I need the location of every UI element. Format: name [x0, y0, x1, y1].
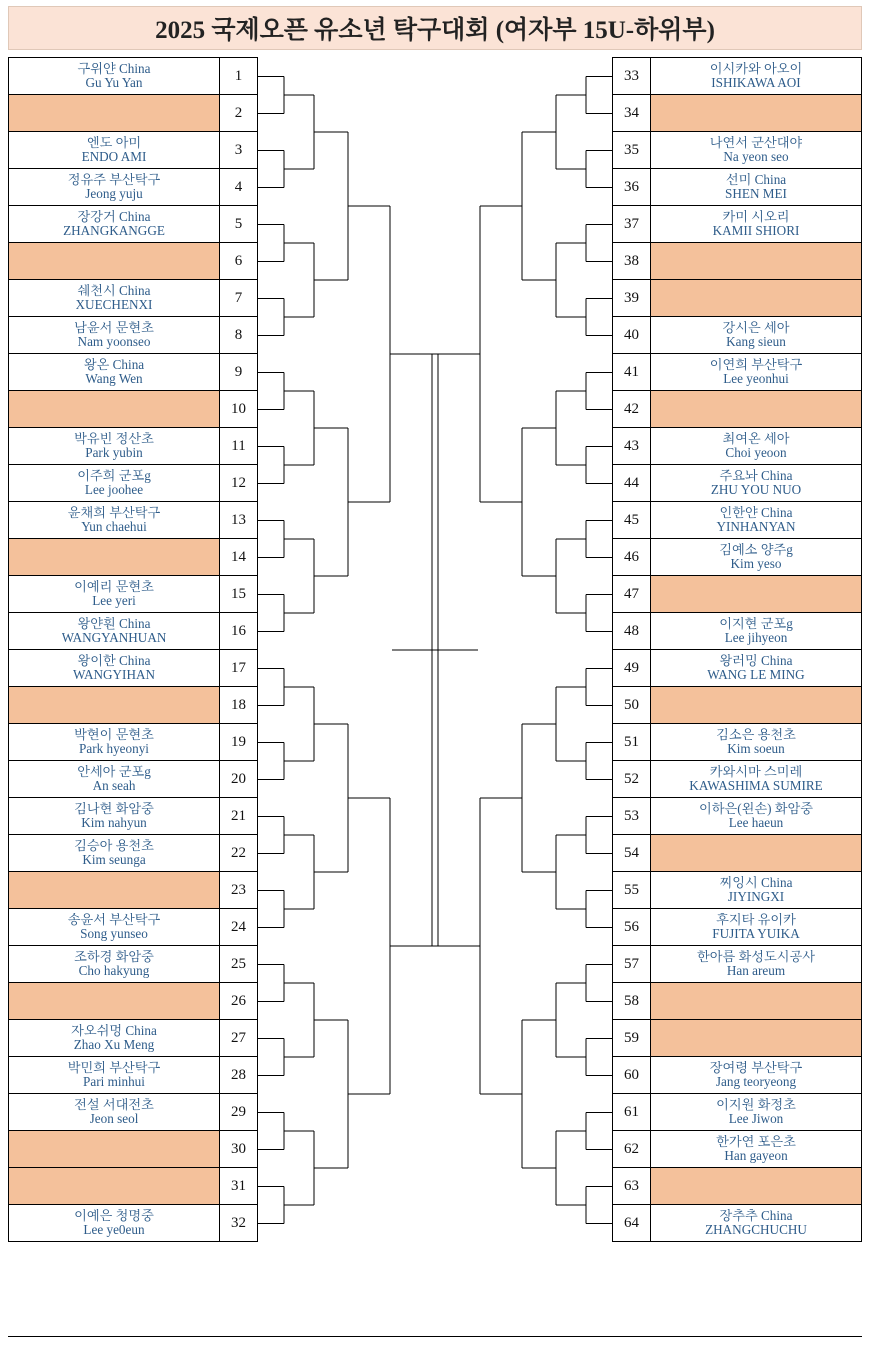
- bracket-slot[interactable]: [612, 427, 862, 465]
- bracket-slot[interactable]: [612, 649, 862, 687]
- player-name-latin: SHEN MEI: [725, 187, 787, 201]
- bracket-slot[interactable]: [8, 131, 258, 169]
- seed-number: 40: [613, 317, 651, 353]
- bracket-slot[interactable]: [8, 760, 258, 798]
- seed-number: 21: [219, 798, 257, 834]
- player-name-latin: Han gayeon: [724, 1149, 788, 1163]
- player-name-latin: Yun chaehui: [81, 520, 147, 534]
- player-name-cell: [9, 280, 219, 316]
- bracket-slot[interactable]: [612, 205, 862, 243]
- player-name-korean: 카미 시오리: [722, 210, 790, 224]
- player-name-cell: [9, 391, 219, 427]
- player-name-latin: Kim seunga: [82, 853, 146, 867]
- player-name-korean: 이지현 군포g: [719, 617, 793, 631]
- player-name-cell: [9, 539, 219, 575]
- seed-number: 55: [613, 872, 651, 908]
- player-name-korean: 윤채희 부산탁구: [67, 506, 161, 520]
- player-name-cell: [9, 1020, 219, 1056]
- bracket-slot[interactable]: [612, 1019, 862, 1057]
- player-name-cell: [651, 1205, 861, 1241]
- player-name-cell: [651, 132, 861, 168]
- player-name-korean: 카와시마 스미레: [709, 765, 803, 779]
- seed-number: 23: [219, 872, 257, 908]
- player-name-latin: YINHANYAN: [716, 520, 796, 534]
- player-name-korean: 주요놔 China: [719, 469, 793, 483]
- player-name-cell: [651, 576, 861, 612]
- bracket-slot[interactable]: [612, 1130, 862, 1168]
- player-name-korean: 왕이한 China: [77, 654, 151, 668]
- bracket-slot[interactable]: [612, 982, 862, 1020]
- player-name-cell: [9, 428, 219, 464]
- bracket-slot[interactable]: [8, 1204, 258, 1242]
- seed-number: 16: [219, 613, 257, 649]
- bracket-slot[interactable]: [8, 279, 258, 317]
- player-name-korean: 김승아 용천초: [74, 839, 154, 853]
- player-name-cell: [9, 502, 219, 538]
- player-name-cell: [651, 835, 861, 871]
- player-name-korean: 왕러밍 China: [719, 654, 793, 668]
- player-name-korean: 최여온 세아: [722, 432, 790, 446]
- player-name-korean: 이하은(왼손) 화암중: [699, 802, 813, 816]
- seed-number: 42: [613, 391, 651, 427]
- bracket-slot[interactable]: [612, 575, 862, 613]
- seed-number: 46: [613, 539, 651, 575]
- seed-number: 44: [613, 465, 651, 501]
- bracket-slot[interactable]: [8, 575, 258, 613]
- player-name-cell: [9, 354, 219, 390]
- seed-number: 28: [219, 1057, 257, 1093]
- player-name-cell: [651, 909, 861, 945]
- player-name-latin: Han areum: [726, 964, 786, 978]
- seed-number: 45: [613, 502, 651, 538]
- seed-number: 14: [219, 539, 257, 575]
- player-name-cell: [9, 946, 219, 982]
- bracket-slot[interactable]: [8, 649, 258, 687]
- player-name-cell: [651, 502, 861, 538]
- player-name-latin: Kim nahyun: [81, 816, 147, 830]
- player-name-cell: [651, 613, 861, 649]
- player-name-korean: 나연서 군산대야: [709, 136, 803, 150]
- player-name-korean: 정유주 부산탁구: [67, 173, 161, 187]
- player-name-cell: [651, 317, 861, 353]
- bracket-slot[interactable]: [612, 945, 862, 983]
- bracket-slot[interactable]: [612, 612, 862, 650]
- player-name-korean: 이연희 부산탁구: [709, 358, 803, 372]
- player-name-cell: [651, 724, 861, 760]
- bracket-slot[interactable]: [612, 723, 862, 761]
- bracket-slot[interactable]: [612, 242, 862, 280]
- player-name-korean: 인한얀 China: [719, 506, 793, 520]
- player-name-latin: ISHIKAWA AOI: [711, 76, 801, 90]
- bracket-slot[interactable]: [612, 94, 862, 132]
- tournament-bracket: [8, 58, 862, 1338]
- player-name-korean: 장강거 China: [77, 210, 151, 224]
- seed-number: 38: [613, 243, 651, 279]
- player-name-latin: WANGYANHUAN: [61, 631, 167, 645]
- player-name-korean: 이예리 문현초: [74, 580, 154, 594]
- player-name-korean: 송윤서 부산탁구: [67, 913, 161, 927]
- seed-number: 36: [613, 169, 651, 205]
- bracket-slot[interactable]: [8, 353, 258, 391]
- bracket-slot[interactable]: [612, 686, 862, 724]
- player-name-cell: [651, 1168, 861, 1204]
- seed-number: 56: [613, 909, 651, 945]
- bracket-slot[interactable]: [8, 538, 258, 576]
- bracket-slot[interactable]: [8, 1019, 258, 1057]
- player-name-latin: Kim yeso: [730, 557, 782, 571]
- seed-number: 10: [219, 391, 257, 427]
- bracket-slot[interactable]: [612, 1056, 862, 1094]
- player-name-korean: 전설 서대전초: [74, 1098, 154, 1112]
- player-name-cell: [651, 946, 861, 982]
- player-name-korean: 이주희 군포g: [77, 469, 151, 483]
- player-name-latin: Kang sieun: [726, 335, 786, 349]
- bracket-slot[interactable]: [8, 316, 258, 354]
- seed-number: 61: [613, 1094, 651, 1130]
- bracket-slot[interactable]: [612, 57, 862, 95]
- player-name-latin: Lee joohee: [84, 483, 144, 497]
- seed-number: 50: [613, 687, 651, 723]
- player-name-cell: [651, 798, 861, 834]
- player-name-korean: 이시카와 아오이: [709, 62, 803, 76]
- player-name-latin: ENDO AMI: [81, 150, 147, 164]
- seed-number: 37: [613, 206, 651, 242]
- seed-number: 3: [219, 132, 257, 168]
- player-name-latin: Park hyeonyi: [79, 742, 149, 756]
- player-name-cell: [9, 465, 219, 501]
- bracket-slot[interactable]: [612, 538, 862, 576]
- player-name-cell: [9, 761, 219, 797]
- player-name-latin: Wang Wen: [85, 372, 143, 386]
- bracket-slot[interactable]: [8, 205, 258, 243]
- bracket-slot[interactable]: [8, 168, 258, 206]
- player-name-cell: [9, 724, 219, 760]
- player-name-cell: [9, 132, 219, 168]
- player-name-cell: [9, 835, 219, 871]
- player-name-cell: [9, 1094, 219, 1130]
- player-name-cell: [9, 95, 219, 131]
- seed-number: 25: [219, 946, 257, 982]
- bracket-slot[interactable]: [8, 1056, 258, 1094]
- player-name-latin: KAWASHIMA SUMIRE: [689, 779, 823, 793]
- seed-number: 60: [613, 1057, 651, 1093]
- seed-number: 18: [219, 687, 257, 723]
- player-name-korean: 엔도 아미: [86, 136, 142, 150]
- player-name-korean: 찌잉시 China: [719, 876, 793, 890]
- seed-number: 57: [613, 946, 651, 982]
- player-name-latin: Zhao Xu Meng: [73, 1038, 155, 1052]
- bracket-slot[interactable]: [612, 834, 862, 872]
- seed-number: 41: [613, 354, 651, 390]
- bracket-slot[interactable]: [8, 1093, 258, 1131]
- bracket-slot[interactable]: [612, 464, 862, 502]
- seed-number: 22: [219, 835, 257, 871]
- player-name-cell: [9, 650, 219, 686]
- bracket-slot[interactable]: [8, 945, 258, 983]
- seed-number: 34: [613, 95, 651, 131]
- bracket-slot[interactable]: [8, 1130, 258, 1168]
- seed-number: 35: [613, 132, 651, 168]
- seed-number: 29: [219, 1094, 257, 1130]
- seed-number: 7: [219, 280, 257, 316]
- player-name-cell: [9, 983, 219, 1019]
- player-name-latin: Song yunseo: [80, 927, 148, 941]
- player-name-korean: 이지원 화정초: [716, 1098, 796, 1112]
- seed-number: 6: [219, 243, 257, 279]
- player-name-cell: [651, 1057, 861, 1093]
- seed-number: 13: [219, 502, 257, 538]
- player-name-korean: 장여령 부산탁구: [709, 1061, 803, 1075]
- bracket-slot[interactable]: [612, 797, 862, 835]
- player-name-korean: 장추추 China: [719, 1209, 793, 1223]
- seed-number: 47: [613, 576, 651, 612]
- player-name-cell: [651, 761, 861, 797]
- bracket-slot[interactable]: [612, 908, 862, 946]
- player-name-korean: 한가연 포은초: [716, 1135, 796, 1149]
- player-name-latin: ZHU YOU NUO: [710, 483, 802, 497]
- player-name-cell: [651, 58, 861, 94]
- player-name-cell: [9, 1205, 219, 1241]
- player-name-latin: Lee yeri: [92, 594, 136, 608]
- player-name-latin: Gu Yu Yan: [85, 76, 143, 90]
- player-name-cell: [651, 1131, 861, 1167]
- player-name-korean: 박유빈 정산초: [74, 432, 154, 446]
- player-name-latin: WANGYIHAN: [72, 668, 156, 682]
- player-name-cell: [651, 539, 861, 575]
- bracket-slot[interactable]: [612, 131, 862, 169]
- player-name-cell: [9, 1057, 219, 1093]
- seed-number: 31: [219, 1168, 257, 1204]
- player-name-latin: Nam yoonseo: [77, 335, 151, 349]
- bracket-slot[interactable]: [8, 464, 258, 502]
- bracket-slot[interactable]: [612, 871, 862, 909]
- seed-number: 30: [219, 1131, 257, 1167]
- player-name-latin: JIYINGXI: [727, 890, 785, 904]
- player-name-latin: Lee Jiwon: [728, 1112, 784, 1126]
- seed-number: 26: [219, 983, 257, 1019]
- seed-number: 9: [219, 354, 257, 390]
- player-name-cell: [9, 206, 219, 242]
- player-name-latin: Na yeon seo: [723, 150, 789, 164]
- player-name-cell: [651, 428, 861, 464]
- player-name-latin: Jang teoryeong: [715, 1075, 797, 1089]
- player-name-korean: 왕온 China: [83, 358, 145, 372]
- player-name-cell: [9, 613, 219, 649]
- bracket-slot[interactable]: [8, 723, 258, 761]
- player-name-cell: [9, 1168, 219, 1204]
- player-name-cell: [651, 280, 861, 316]
- player-name-latin: Jeong yuju: [85, 187, 143, 201]
- player-name-korean: 선미 China: [725, 173, 787, 187]
- player-name-cell: [9, 872, 219, 908]
- seed-number: 59: [613, 1020, 651, 1056]
- bracket-slot[interactable]: [612, 501, 862, 539]
- player-name-latin: Pari minhui: [83, 1075, 145, 1089]
- player-name-cell: [651, 206, 861, 242]
- seed-number: 11: [219, 428, 257, 464]
- seed-number: 33: [613, 58, 651, 94]
- player-name-latin: Lee jihyeon: [724, 631, 788, 645]
- seed-number: 39: [613, 280, 651, 316]
- player-name-latin: Kim soeun: [727, 742, 785, 756]
- player-name-cell: [651, 687, 861, 723]
- seed-number: 12: [219, 465, 257, 501]
- bracket-slot[interactable]: [8, 427, 258, 465]
- player-name-cell: [9, 58, 219, 94]
- player-name-cell: [651, 872, 861, 908]
- player-name-latin: Jeon seol: [89, 1112, 139, 1126]
- player-name-latin: Park yubin: [85, 446, 143, 460]
- seed-number: 54: [613, 835, 651, 871]
- seed-number: 63: [613, 1168, 651, 1204]
- player-name-cell: [9, 1131, 219, 1167]
- bracket-slot[interactable]: [8, 1167, 258, 1205]
- bracket-slot[interactable]: [8, 57, 258, 95]
- bracket-slot[interactable]: [8, 501, 258, 539]
- seed-number: 15: [219, 576, 257, 612]
- bracket-slot[interactable]: [8, 982, 258, 1020]
- bracket-slot[interactable]: [612, 760, 862, 798]
- player-name-latin: Lee haeun: [728, 816, 784, 830]
- player-name-korean: 김예소 양주g: [719, 543, 793, 557]
- player-name-cell: [9, 243, 219, 279]
- player-name-latin: WANG LE MING: [707, 668, 805, 682]
- bracket-slot[interactable]: [8, 871, 258, 909]
- bracket-left-column: [8, 58, 258, 1242]
- player-name-korean: 자오쉬멍 China: [71, 1024, 157, 1038]
- bracket-slot[interactable]: [8, 908, 258, 946]
- seed-number: 1: [219, 58, 257, 94]
- seed-number: 43: [613, 428, 651, 464]
- seed-number: 19: [219, 724, 257, 760]
- bracket-slot[interactable]: [612, 353, 862, 391]
- bracket-slot[interactable]: [8, 94, 258, 132]
- player-name-latin: Choi yeoon: [725, 446, 787, 460]
- seed-number: 17: [219, 650, 257, 686]
- player-name-cell: [651, 1094, 861, 1130]
- bracket-slot[interactable]: [612, 1093, 862, 1131]
- seed-number: 48: [613, 613, 651, 649]
- player-name-latin: ZHANGCHUCHU: [705, 1223, 807, 1237]
- player-name-cell: [651, 354, 861, 390]
- seed-number: 8: [219, 317, 257, 353]
- bracket-slot[interactable]: [612, 279, 862, 317]
- player-name-cell: [9, 317, 219, 353]
- player-name-cell: [9, 909, 219, 945]
- bracket-slot[interactable]: [8, 390, 258, 428]
- player-name-cell: [651, 465, 861, 501]
- seed-number: 51: [613, 724, 651, 760]
- bracket-slot[interactable]: [612, 1167, 862, 1205]
- seed-number: 20: [219, 761, 257, 797]
- player-name-korean: 이예은 청명중: [74, 1209, 154, 1223]
- player-name-cell: [651, 243, 861, 279]
- player-name-cell: [651, 983, 861, 1019]
- player-name-latin: XUECHENXI: [75, 298, 153, 312]
- player-name-latin: An seah: [92, 779, 136, 793]
- tournament-title-bar: [8, 6, 862, 50]
- player-name-latin: KAMII SHIORI: [712, 224, 800, 238]
- seed-number: 52: [613, 761, 651, 797]
- bracket-right-column: [612, 58, 862, 1242]
- bracket-slot[interactable]: [612, 1204, 862, 1242]
- seed-number: 24: [219, 909, 257, 945]
- bracket-slot[interactable]: [612, 390, 862, 428]
- player-name-cell: [9, 169, 219, 205]
- player-name-korean: 김나현 화암중: [74, 802, 154, 816]
- player-name-cell: [651, 1020, 861, 1056]
- player-name-latin: ZHANGKANGGE: [63, 224, 165, 238]
- bracket-slot[interactable]: [8, 242, 258, 280]
- player-name-korean: 안세아 군포g: [77, 765, 151, 779]
- bracket-slot[interactable]: [612, 168, 862, 206]
- player-name-korean: 구위얀 China: [77, 62, 151, 76]
- seed-number: 49: [613, 650, 651, 686]
- player-name-korean: 한아름 화성도시공사: [697, 950, 815, 964]
- player-name-korean: 박민희 부산탁구: [67, 1061, 161, 1075]
- player-name-latin: FUJITA YUIKA: [712, 927, 800, 941]
- bracket-slot[interactable]: [8, 686, 258, 724]
- bracket-slot[interactable]: [8, 834, 258, 872]
- seed-number: 53: [613, 798, 651, 834]
- bracket-slot[interactable]: [8, 797, 258, 835]
- player-name-latin: Cho hakyung: [78, 964, 150, 978]
- seed-number: 32: [219, 1205, 257, 1241]
- seed-number: 58: [613, 983, 651, 1019]
- player-name-cell: [651, 95, 861, 131]
- seed-number: 2: [219, 95, 257, 131]
- player-name-cell: [9, 798, 219, 834]
- bracket-slot[interactable]: [612, 316, 862, 354]
- player-name-cell: [651, 391, 861, 427]
- player-name-cell: [9, 576, 219, 612]
- page-title: 2025 국제오픈 유소년 탁구대회 (여자부 15U-하위부): [155, 17, 715, 44]
- player-name-cell: [651, 169, 861, 205]
- seed-number: 62: [613, 1131, 651, 1167]
- seed-number: 64: [613, 1205, 651, 1241]
- seed-number: 27: [219, 1020, 257, 1056]
- player-name-korean: 김소은 용천초: [716, 728, 796, 742]
- player-name-korean: 후지타 유이카: [716, 913, 796, 927]
- player-name-korean: 쉐천시 China: [77, 284, 151, 298]
- player-name-latin: Lee yeonhui: [723, 372, 789, 386]
- seed-number: 4: [219, 169, 257, 205]
- bracket-slot[interactable]: [8, 612, 258, 650]
- player-name-korean: 왕얀훤 China: [77, 617, 151, 631]
- player-name-korean: 조하경 화암중: [74, 950, 154, 964]
- footer-divider: [8, 1336, 862, 1337]
- player-name-latin: Lee ye0eun: [83, 1223, 145, 1237]
- player-name-korean: 남윤서 문현초: [74, 321, 154, 335]
- player-name-cell: [651, 650, 861, 686]
- seed-number: 5: [219, 206, 257, 242]
- player-name-cell: [9, 687, 219, 723]
- player-name-korean: 박현이 문현초: [74, 728, 154, 742]
- player-name-korean: 강시은 세아: [722, 321, 790, 335]
